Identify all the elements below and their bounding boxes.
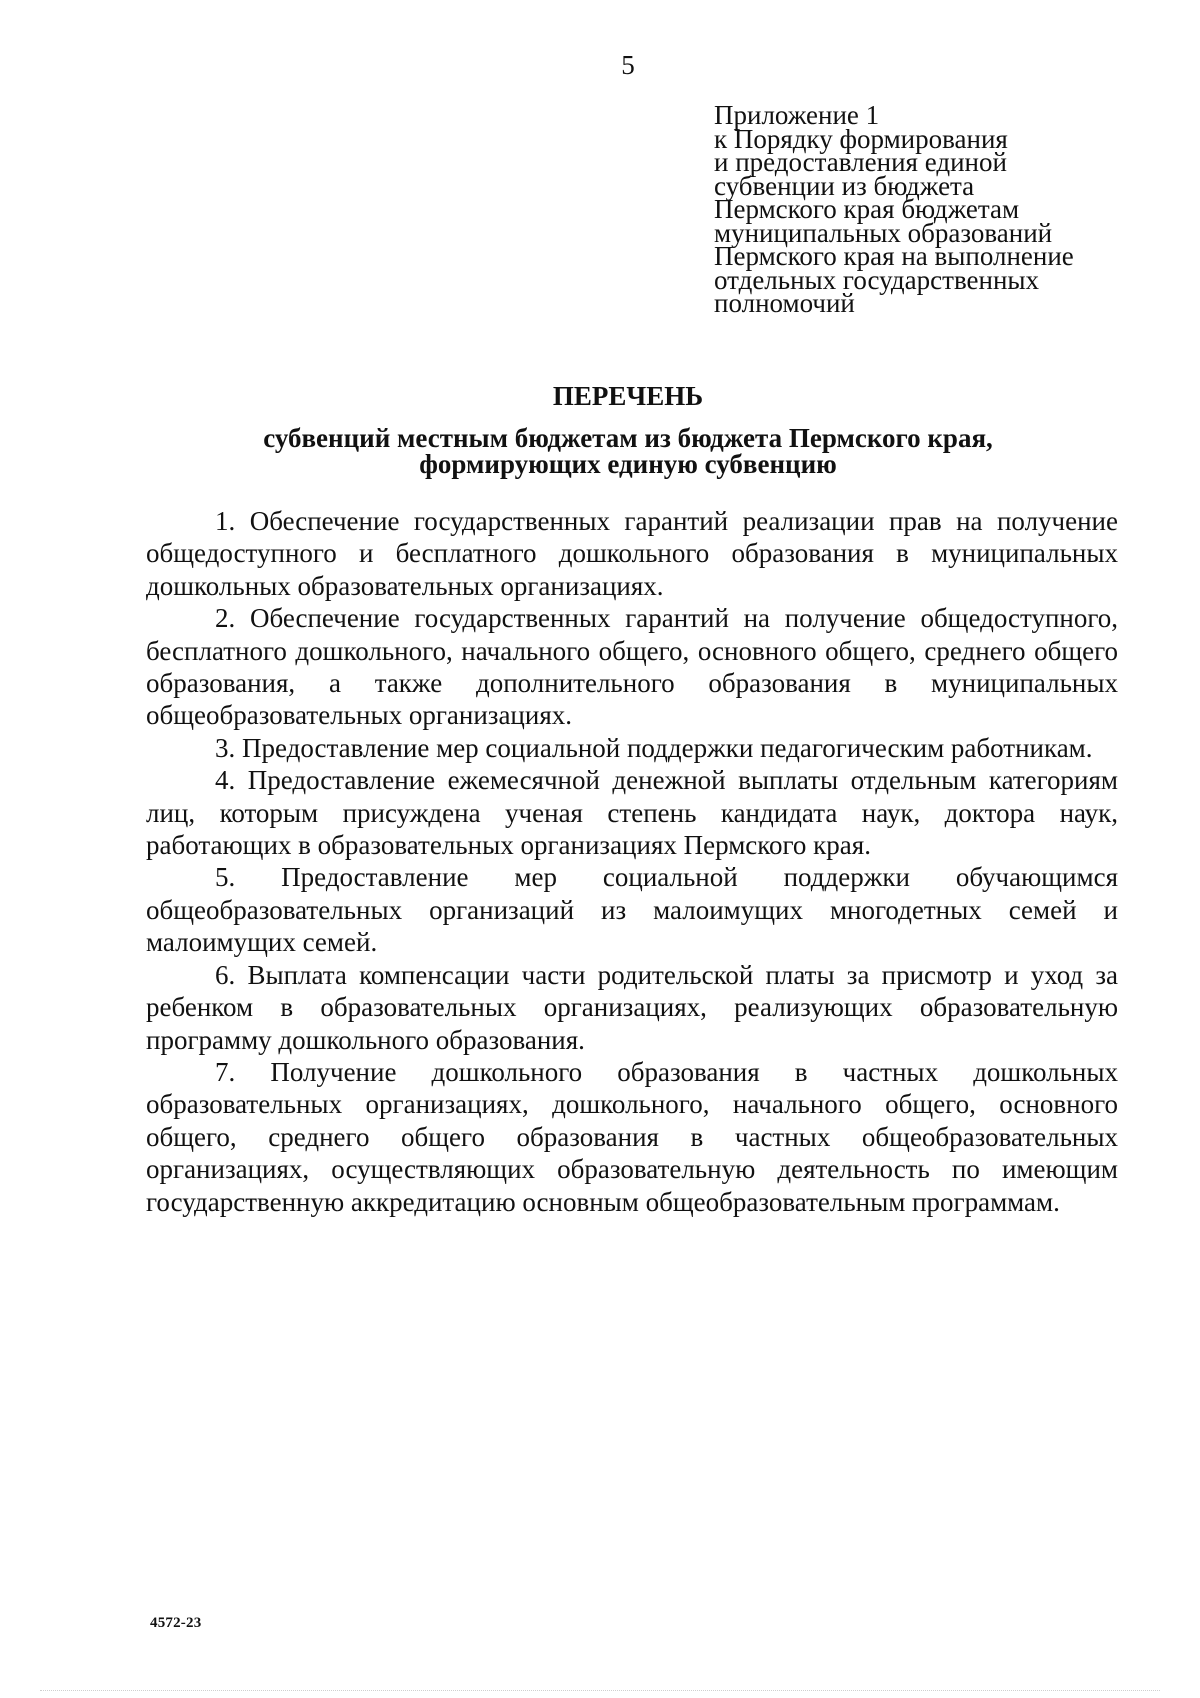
page-number: 5 — [621, 50, 635, 80]
subvention-list — [146, 505, 1118, 1218]
document-code: 4572-23 — [150, 1615, 202, 1631]
annex-line: Пермского края бюджетам — [714, 194, 1020, 224]
document-subtitle — [0, 425, 1200, 477]
scan-edge-divider — [40, 1690, 1160, 1691]
list-item: 3. Предоставление мер социальной поддержки педагогическим работникам. — [215, 732, 1093, 763]
annex-line: Пермского края на выполнение — [714, 241, 1074, 271]
annex-line: Приложение 1 — [714, 100, 880, 130]
list-item: 4. Предоставление ежемесячной денежной выплаты отдельным категориям лиц, которым присуждена ученая степень кандидата наук, доктора наук, работающих в образовательных организациях Пермского края. — [146, 765, 1118, 861]
annex-line: отдельных государственных — [714, 264, 1040, 295]
annex-line: субвенции из бюджета — [714, 170, 975, 201]
annex-line: к Порядку формирования — [714, 123, 1008, 154]
annex-header — [714, 100, 1134, 318]
annex-line: муниципальных образований — [714, 217, 1053, 248]
document-title: ПЕРЕЧЕНЬ — [552, 381, 704, 411]
list-item: 2. Обеспечение государственных гарантий на получение общедоступного, бесплатного дошкольного, начального общего, основного общего, среднего общего образования, а также дополнительного образования в муниципальных общеобразовательных организациях. — [146, 603, 1118, 731]
annex-line: и предоставления единой — [714, 147, 1007, 177]
subtitle-line: субвенций местным бюджетам из бюджета Пермского края, — [263, 423, 993, 453]
list-item: 1. Обеспечение государственных гарантий реализации прав на получение общедоступного и бесплатного дошкольного образования в муниципальных дошкольных образовательных организациях. — [146, 506, 1118, 601]
list-item: 7. Получение дошкольного образования в частных дошкольных образовательных организациях, дошкольного, начального общего, основного общего, среднего общего образования в частных общеобразовательных организациях, осуществляющих образовательную деятельность по имеющим государственную аккредитацию основным общеобразовательным программам. — [146, 1056, 1118, 1217]
list-item: 5. Предоставление мер социальной поддержки обучающимся общеобразовательных организаций из малоимущих многодетных семей и малоимущих семей. — [146, 862, 1118, 958]
list-item: 6. Выплата компенсации части родительской платы за присмотр и уход за ребенком в образовательных организациях, реализующих образовательную программу дошкольного образования. — [146, 959, 1118, 1055]
subtitle-line: формирующих единую субвенцию — [419, 449, 837, 479]
annex-line: полномочий — [714, 288, 855, 318]
